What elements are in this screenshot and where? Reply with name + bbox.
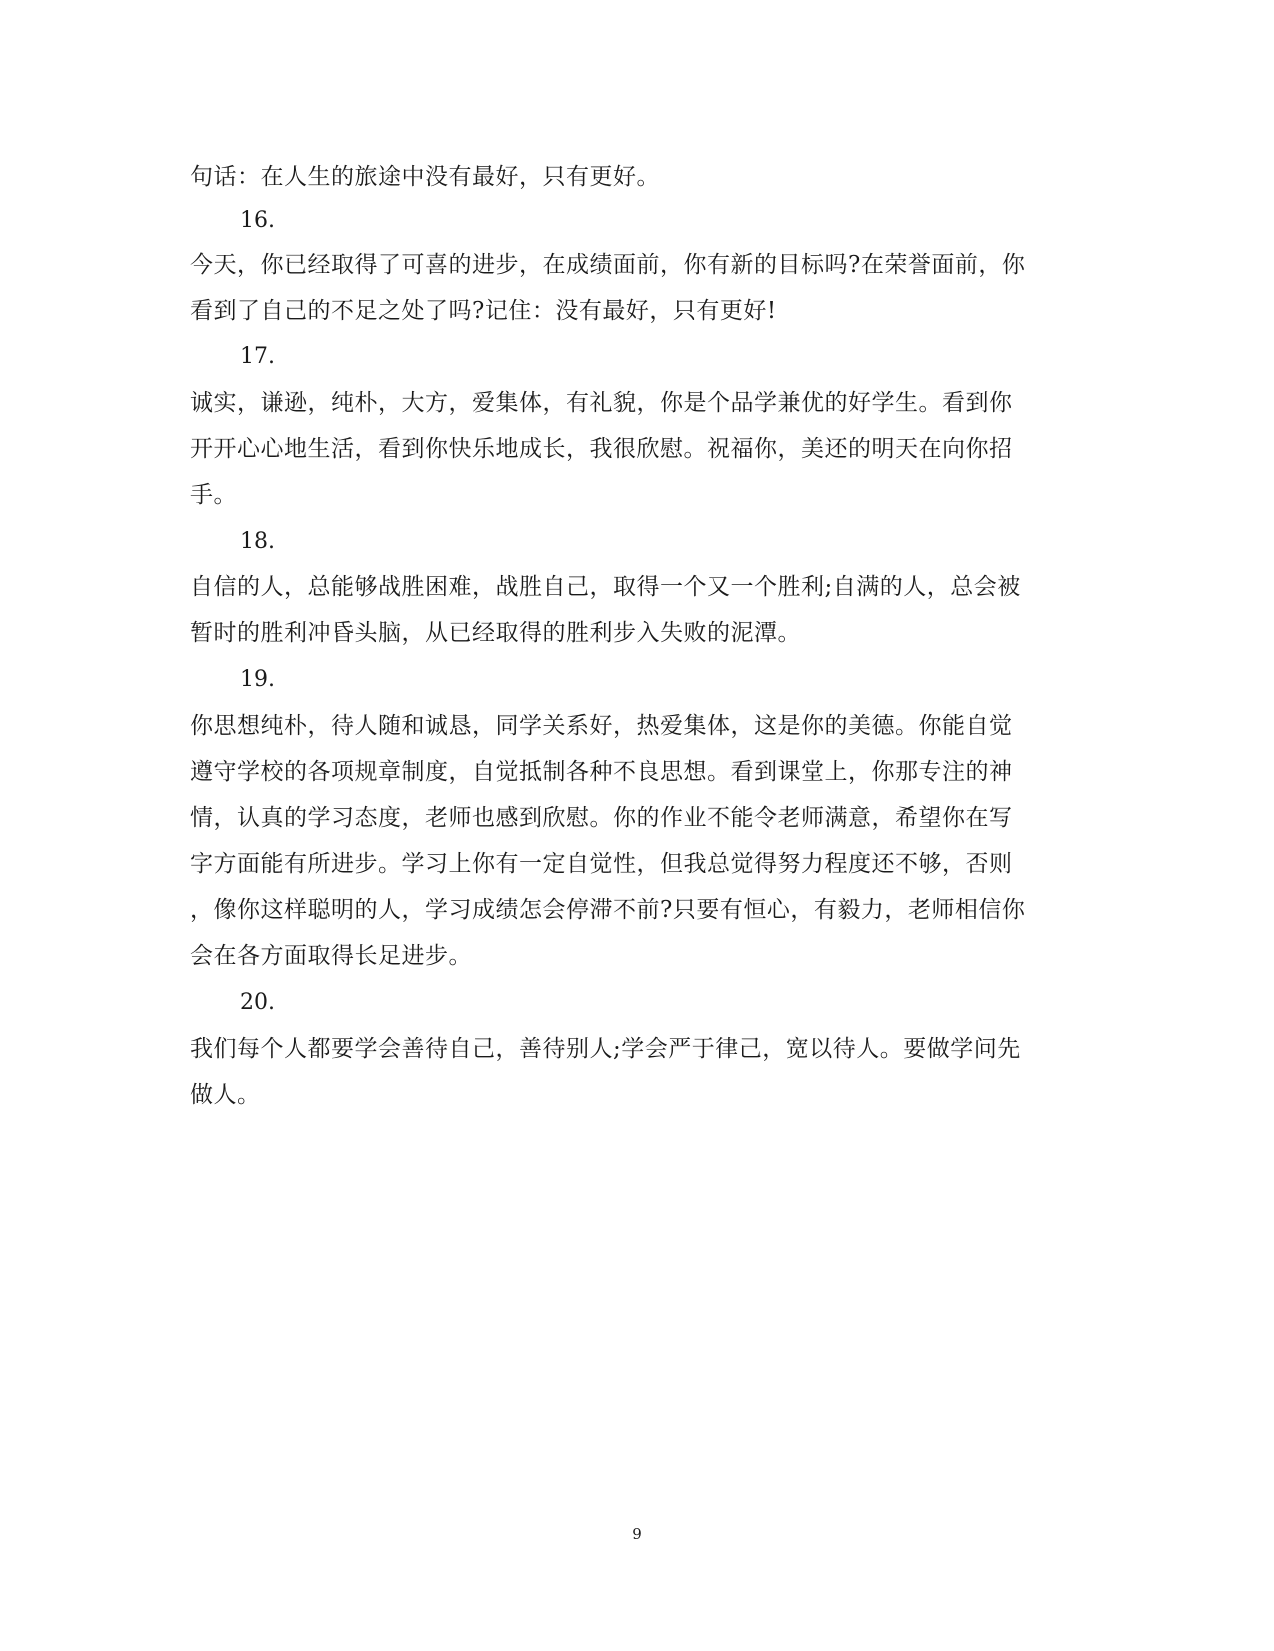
text-line: 会在各方面取得长足进步。 (190, 943, 472, 969)
text-line: 我们每个人都要学会善待自己，善待别人;学会严于律己，宽以待人。要做学问先 (190, 1036, 1021, 1062)
text-line: 句话：在人生的旅途中没有最好，只有更好。 (190, 164, 660, 190)
item-number-17: 17. (240, 344, 275, 369)
text-line: 诚实，谦逊，纯朴，大方，爱集体，有礼貌，你是个品学兼优的好学生。看到你 (190, 390, 1013, 416)
item-number-20: 20. (240, 990, 275, 1015)
text-line: ，像你这样聪明的人，学习成绩怎会停滞不前?只要有恒心，有毅力，老师相信你 (190, 897, 1026, 923)
text-line: 开开心心地生活，看到你快乐地成长，我很欣慰。祝福你，美还的明天在向你招 (190, 436, 1013, 462)
item-number-19: 19. (240, 667, 275, 692)
text-line: 自信的人，总能够战胜困难，战胜自己，取得一个又一个胜利;自满的人，总会被 (190, 574, 1021, 600)
text-line: 情，认真的学习态度，老师也感到欣慰。你的作业不能令老师满意，希望你在写 (190, 805, 1013, 831)
text-line: 手。 (190, 482, 237, 508)
text-line: 做人。 (190, 1082, 261, 1108)
text-line: 字方面能有所进步。学习上你有一定自觉性，但我总觉得努力程度还不够，否则 (190, 851, 1013, 877)
item-number-18: 18. (240, 529, 275, 554)
text-line: 看到了自己的不足之处了吗?记住：没有最好，只有更好! (190, 298, 777, 324)
page-number: 9 (632, 1525, 642, 1543)
text-line: 你思想纯朴，待人随和诚恳，同学关系好，热爱集体，这是你的美德。你能自觉 (190, 713, 1013, 739)
item-number-16: 16. (240, 208, 275, 233)
text-line: 遵守学校的各项规章制度，自觉抵制各种不良思想。看到课堂上，你那专注的神 (190, 759, 1013, 785)
text-line: 今天，你已经取得了可喜的进步，在成绩面前，你有新的目标吗?在荣誉面前，你 (190, 252, 1026, 278)
text-line: 暂时的胜利冲昏头脑，从已经取得的胜利步入失败的泥潭。 (190, 620, 801, 646)
